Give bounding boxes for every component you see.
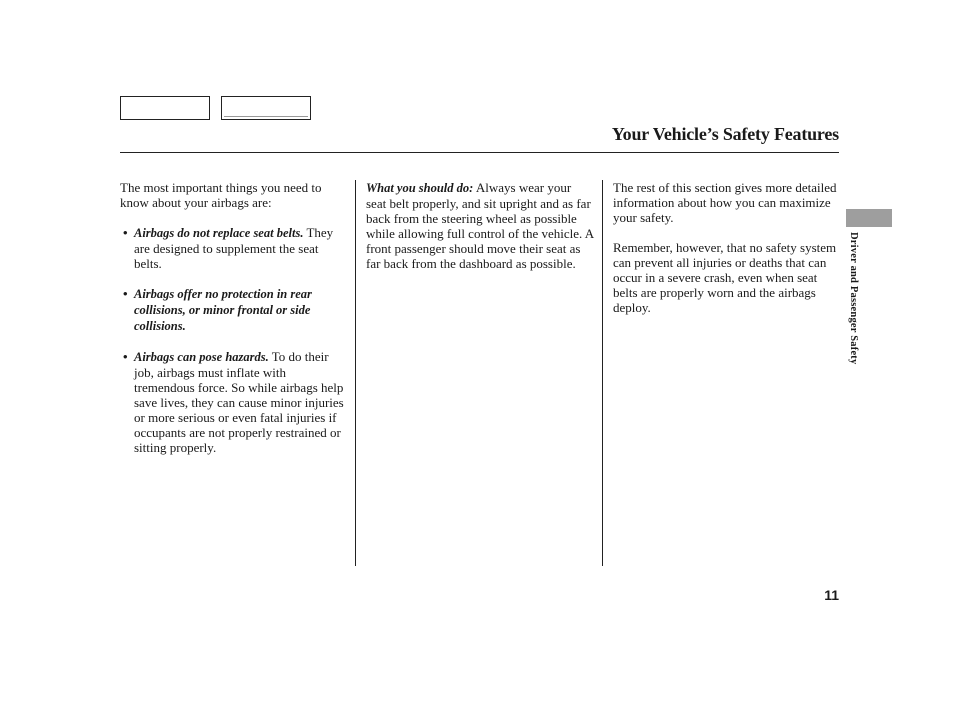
- index-button[interactable]: [221, 96, 311, 120]
- intro-paragraph: The most important things you need to know about your airbags are:: [120, 180, 322, 210]
- bullet-lead: Airbags can pose hazards.: [134, 350, 269, 364]
- bullet-icon: •: [123, 225, 128, 240]
- column-divider: [355, 180, 356, 566]
- info-paragraph: The rest of this section gives more detailed information about how you can maximize your safety.: [613, 180, 837, 225]
- warning-paragraph: Remember, however, that no safety system can prevent all injuries or deaths that can occur in a severe crash, even when seat belts are properly worn and the airbags deploy.: [613, 240, 837, 315]
- list-item: [120, 225, 346, 271]
- bullet-lead: Airbags offer no protection in rear collisions, or minor frontal or side collisions.: [134, 287, 312, 333]
- page-number: 11: [824, 587, 839, 603]
- advice-text: Always wear your seat belt properly, and sit upright and as far back from the steering wheel as possible while allowing full control of the vehicle. A front passenger should move their seat as far back from the dashboard as possible.: [366, 180, 594, 271]
- section-label: Driver and Passenger Safety: [848, 232, 859, 365]
- bullet-text: To do their job, airbags must inflate with tremendous force. So while airbags help save lives, they can cause minor injuries or more serious or even fatal injuries if occupants are not properly restrained or sitting properly.: [134, 349, 344, 455]
- advice-paragraph: [366, 180, 594, 271]
- section-tab[interactable]: [846, 209, 892, 227]
- page-title: Your Vehicle’s Safety Features: [611, 124, 839, 144]
- bullet-icon: •: [123, 286, 128, 301]
- column-2: [366, 180, 594, 271]
- column-1: [120, 180, 346, 455]
- bullet-text: They are designed to supplement the seat belts.: [134, 225, 334, 271]
- column-3: [613, 180, 845, 315]
- advice-lead: What you should do:: [366, 181, 474, 195]
- list-item: [120, 349, 346, 455]
- bullet-icon: •: [123, 349, 128, 364]
- column-divider: [602, 180, 603, 566]
- main-menu-button[interactable]: [120, 96, 210, 120]
- bullet-lead: Airbags do not replace seat belts.: [134, 226, 304, 240]
- list-item: [120, 286, 346, 334]
- title-divider: [120, 152, 839, 153]
